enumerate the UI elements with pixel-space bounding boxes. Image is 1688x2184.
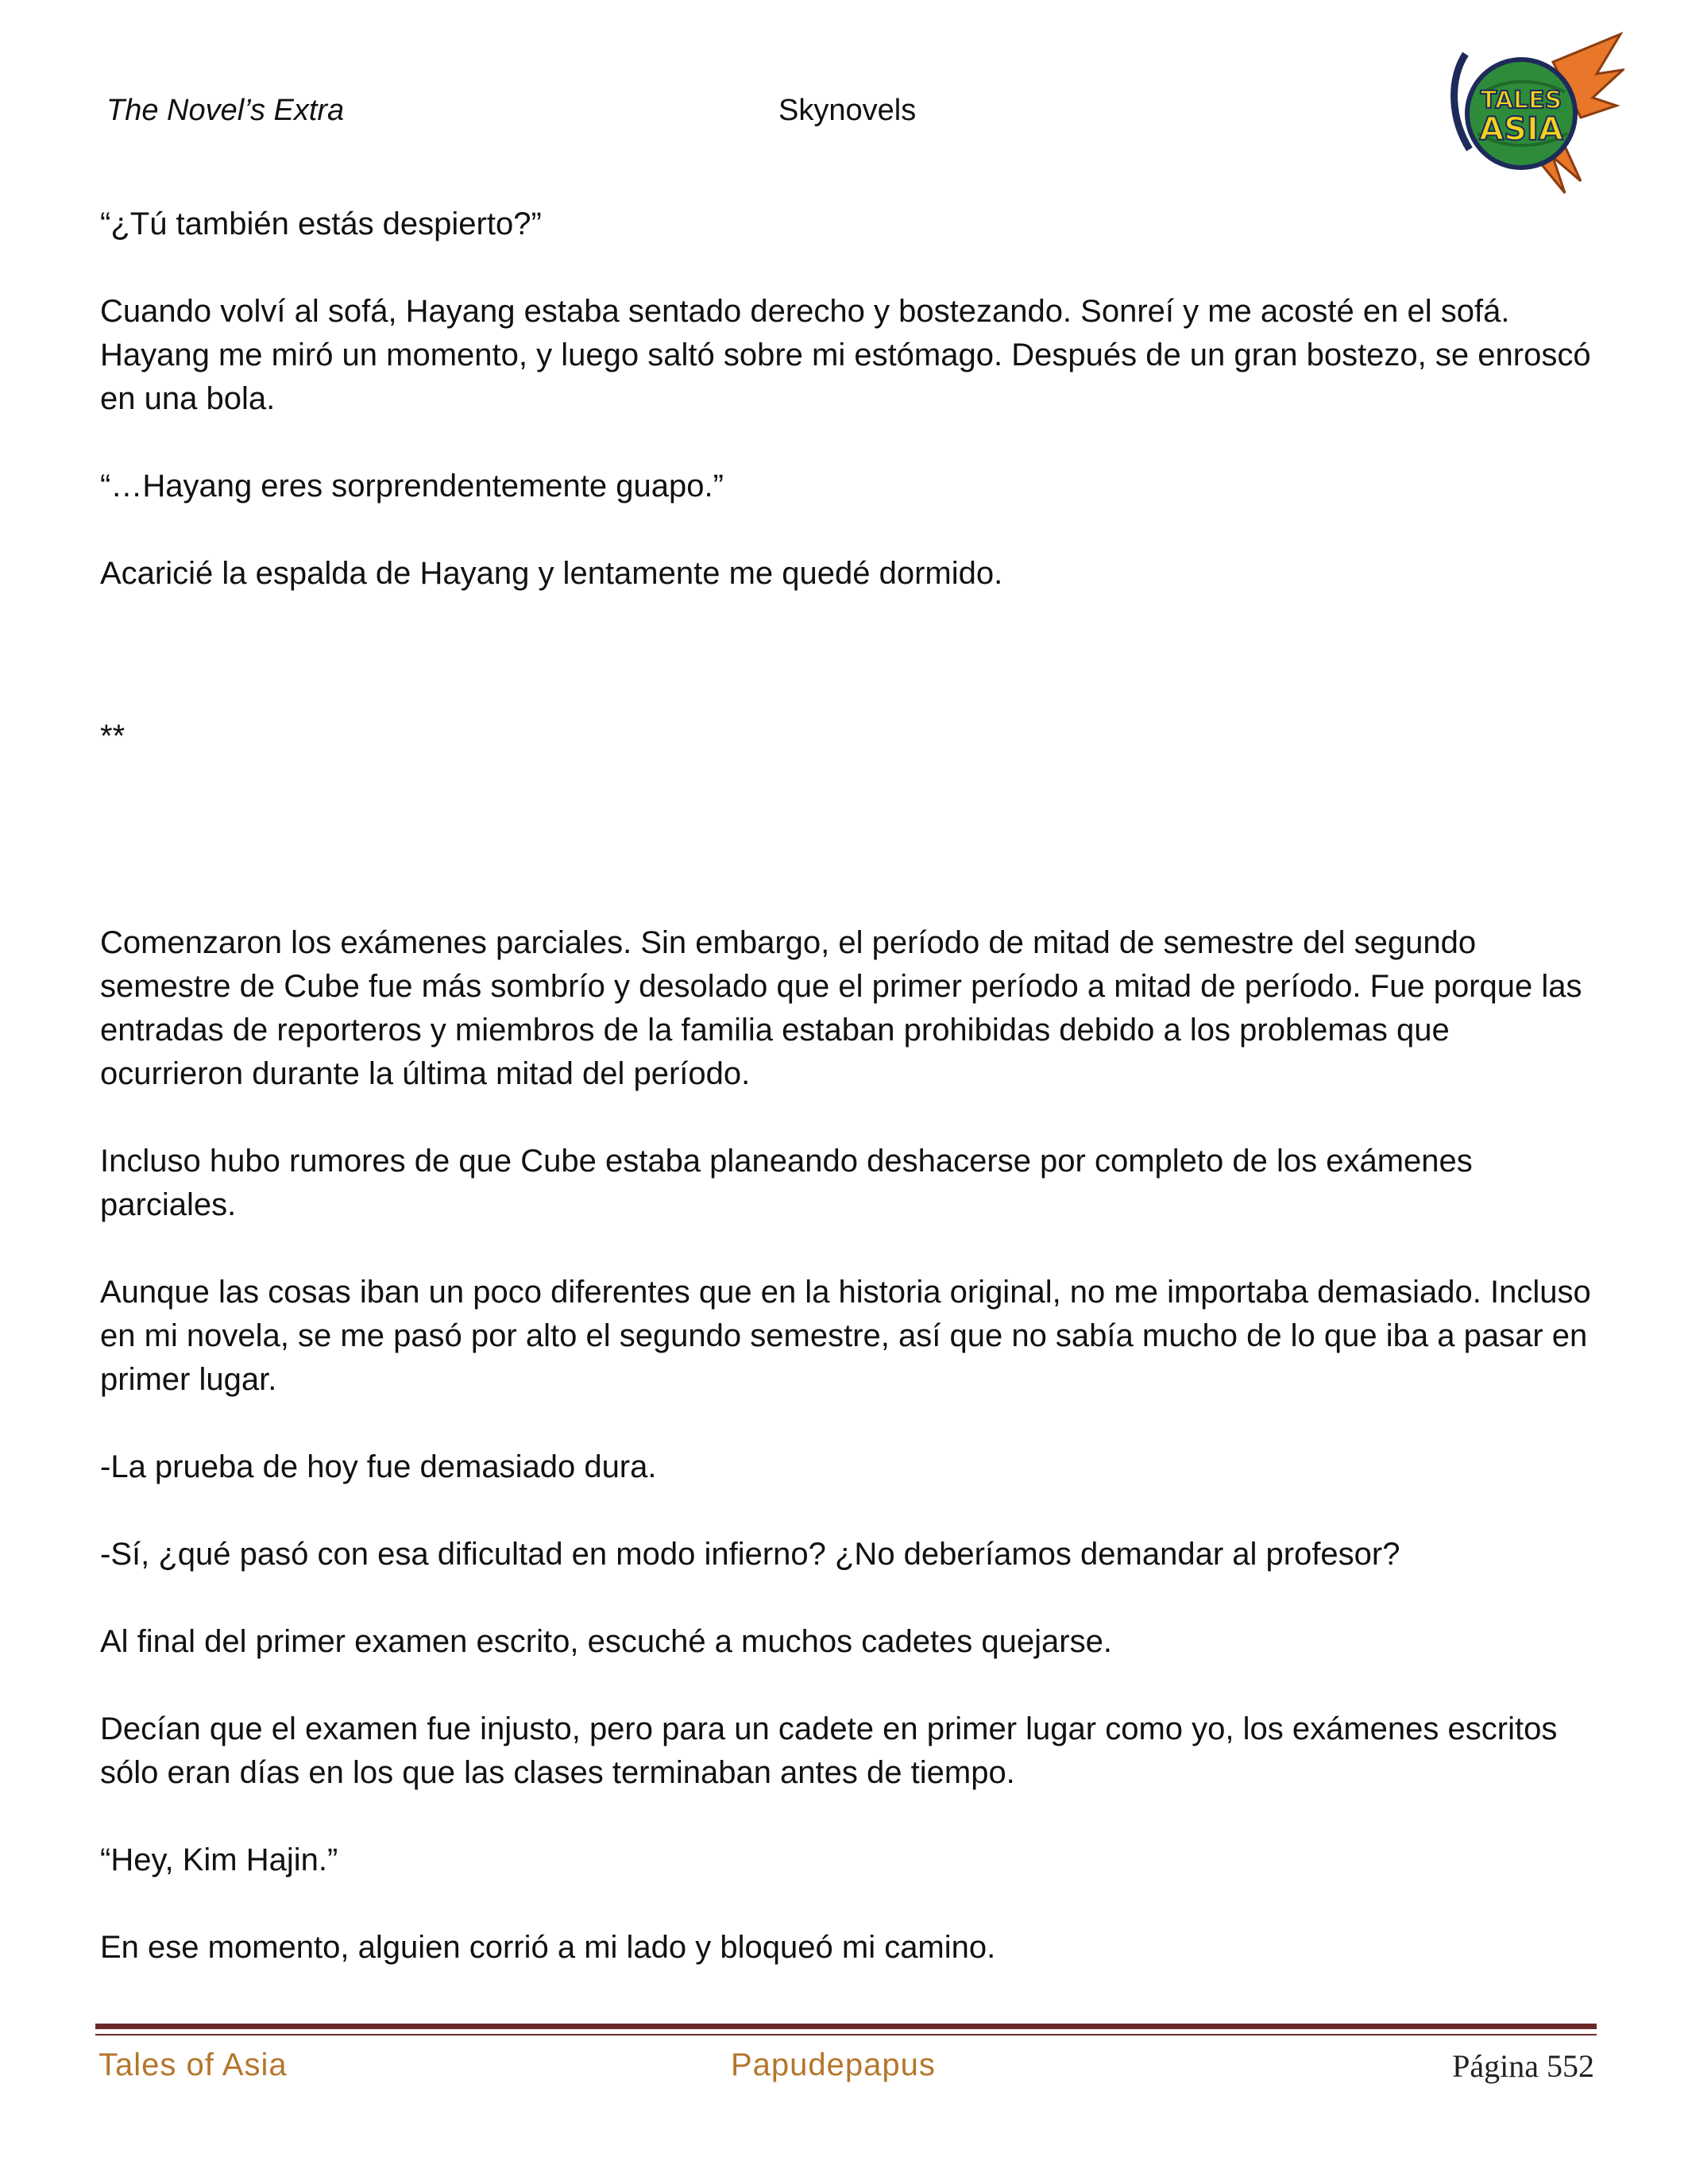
scene-break: **: [100, 719, 126, 754]
paragraph: Acaricié la espalda de Hayang y lentamente me quedé dormido.: [100, 556, 1003, 591]
footer-rule-thin: [95, 2034, 1597, 2035]
paragraph: “Hey, Kim Hajin.”: [100, 1843, 338, 1877]
svg-text:TALES: TALES: [1480, 87, 1562, 114]
paragraph: En ese momento, alguien corrió a mi lado y bloqueó mi camino.: [100, 1930, 996, 1965]
chapter-body: [100, 203, 1593, 2013]
footer-rule: [95, 2024, 1597, 2029]
paragraph: Comenzaron los exámenes parciales. Sin embargo, el período de mitad de semestre del segundo semestre de Cube fue más sombrío y desolado que el primer período a mitad de período. Fue porque las entradas de reporteros y miembros de la familia estaban prohibidas debido a los problemas que ocurrieron durante la última mitad del período.: [100, 925, 1582, 1091]
header-site-name: Skynovels: [778, 94, 917, 127]
paragraph: Cuando volví al sofá, Hayang estaba sentado derecho y bostezando. Sonreí y me acosté en el sofá. Hayang me miró un momento, y luego saltó sobre mi estómago. Después de un gran bostezo, se enroscó en una bola.: [100, 294, 1591, 416]
paragraph: -Sí, ¿qué pasó con esa dificultad en modo infierno? ¿No deberíamos demandar al profesor?: [100, 1537, 1400, 1572]
paragraph: Decían que el examen fue injusto, pero para un cadete en primer lugar como yo, los exámenes escritos sólo eran días en los que las clases terminaban antes de tiempo.: [100, 1711, 1558, 1790]
paragraph: -La prueba de hoy fue demasiado dura.: [100, 1449, 657, 1484]
header-book-title: The Novel’s Extra: [106, 94, 345, 127]
footer-publisher: Tales of Asia: [98, 2047, 288, 2082]
footer-translator: Papudepapus: [731, 2047, 936, 2082]
paragraph: Al final del primer examen escrito, escuché a muchos cadetes quejarse.: [100, 1624, 1112, 1659]
tales-of-asia-logo: [1434, 30, 1624, 199]
paragraph: Incluso hubo rumores de que Cube estaba planeando deshacerse por completo de los exámenes parciales.: [100, 1144, 1473, 1222]
page-number: Página 552: [1452, 2048, 1594, 2084]
paragraph: Aunque las cosas iban un poco diferentes que en la historia original, no me importaba demasiado. Incluso en mi novela, se me pasó por alto el segundo semestre, así que no sabía mucho de lo que iba a pasar en primer lugar.: [100, 1275, 1591, 1397]
paragraph: “…Hayang eres sorprendentemente guapo.”: [100, 469, 724, 504]
paragraph: “¿Tú también estás despierto?”: [100, 206, 542, 241]
svg-text:ASIA: ASIA: [1479, 111, 1563, 148]
